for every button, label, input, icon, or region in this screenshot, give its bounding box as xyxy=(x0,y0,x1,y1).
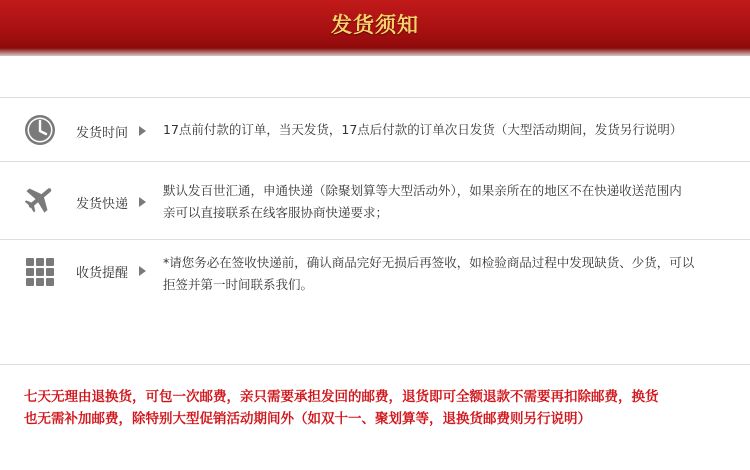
arrow-right-icon xyxy=(139,266,146,276)
courier-text xyxy=(163,180,733,224)
text-line: *请您务必在签收快递前，确认商品完好无损后再签收，如检验商品过程中发现缺货、少货，可以 xyxy=(163,255,695,270)
text-line: 17点前付款的订单，当天发货，17点后付款的订单次日发货（大型活动期间，发货另行说明） xyxy=(163,122,683,137)
row-divider xyxy=(0,239,750,240)
clock-icon xyxy=(22,112,58,148)
row-divider xyxy=(0,161,750,162)
airplane-icon xyxy=(22,180,58,216)
notice-line: 也无需补加邮费，除特别大型促销活动期间外（如双十一、聚划算等，退换货邮费则另行说明） xyxy=(24,411,591,427)
arrow-right-icon xyxy=(139,126,146,136)
top-divider xyxy=(0,97,750,98)
text-line: 亲可以直接联系在线客服协商快递要求； xyxy=(163,205,389,220)
page-title: 发货须知 xyxy=(331,13,419,37)
bottom-divider xyxy=(0,364,750,365)
shipping-time-text xyxy=(163,119,733,141)
courier-label: 发货快递 xyxy=(76,197,129,212)
text-line: 拒签并第一时间联系我们。 xyxy=(163,277,314,292)
text-line: 默认发百世汇通，申通快递（除聚划算等大型活动外），如果亲所在的地区不在快递收送范围内 xyxy=(163,183,682,198)
receipt-reminder-text xyxy=(163,252,733,296)
arrow-right-icon xyxy=(139,197,146,207)
shipping-time-label: 发货时间 xyxy=(76,126,129,141)
grid-icon xyxy=(22,254,58,290)
notice-line: 七天无理由退换货，可包一次邮费，亲只需要承担发回的邮费，退货即可全额退款不需要再扣除邮费，换货 xyxy=(24,389,659,405)
return-policy-notice xyxy=(24,386,734,430)
header-ribbon xyxy=(0,48,750,56)
receipt-reminder-label: 收货提醒 xyxy=(76,266,129,281)
